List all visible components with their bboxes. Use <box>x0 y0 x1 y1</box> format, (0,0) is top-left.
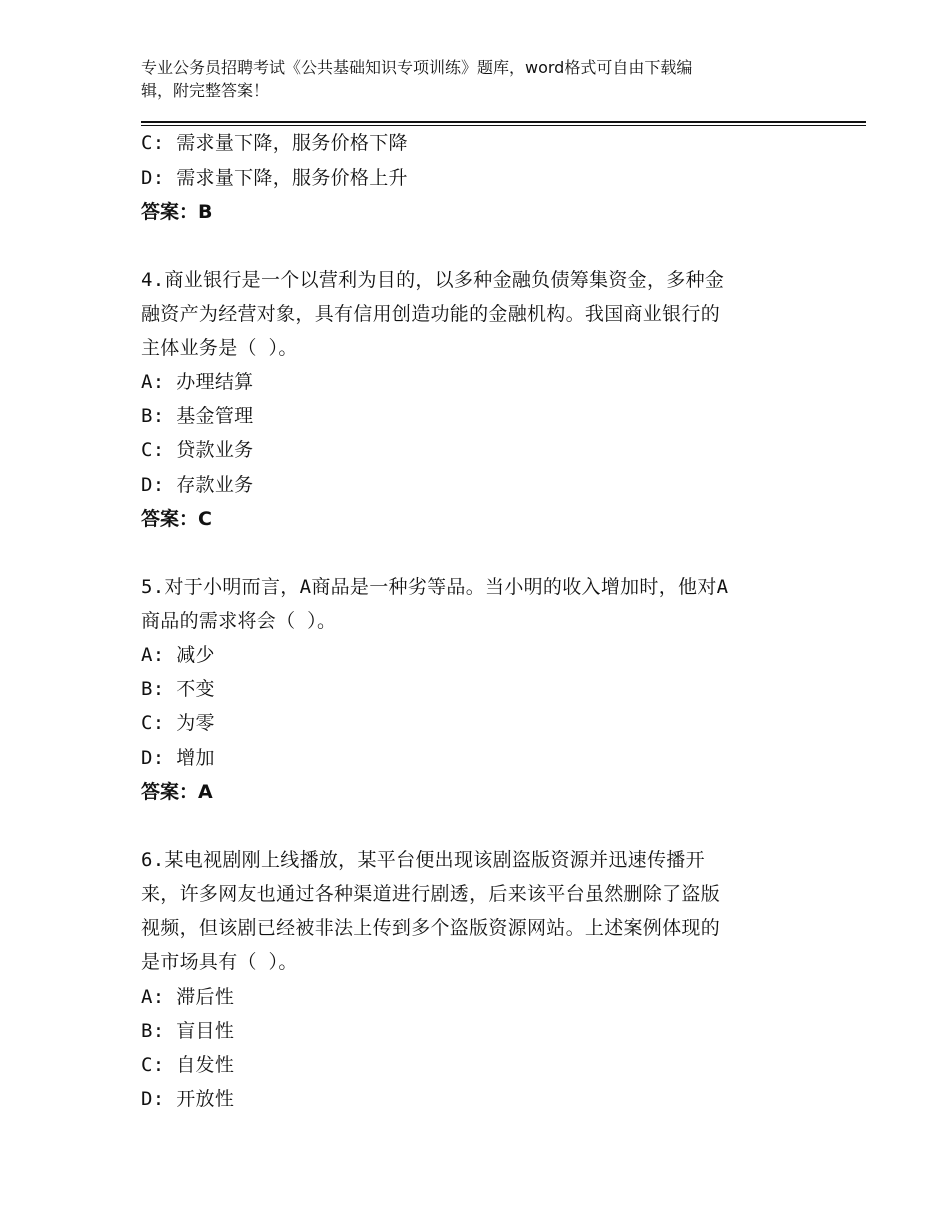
q5-option-a: A: 减少 <box>141 644 215 666</box>
q6-stem-line-2: 来，许多网友也通过各种渠道进行剧透，后来该平台虽然删除了盗版 <box>141 883 721 905</box>
header-rule-thin <box>141 125 866 126</box>
q4-stem-line-3: 主体业务是（ ）。 <box>141 337 298 359</box>
q6-stem-line-1: 6.某电视剧刚上线播放，某平台便出现该剧盗版资源并迅速传播开 <box>141 849 705 871</box>
header-line-2: 辑，附完整答案！ <box>141 81 270 100</box>
q5-answer: 答案：A <box>141 781 213 803</box>
q6-stem-line-3: 视频，但该剧已经被非法上传到多个盗版资源网站。上述案例体现的 <box>141 917 721 939</box>
q6-option-b: B: 盲目性 <box>141 1020 235 1042</box>
q6-stem-line-4: 是市场具有（ ）。 <box>141 951 298 973</box>
q3-answer: 答案：B <box>141 201 213 223</box>
q3-option-c: C: 需求量下降，服务价格下降 <box>141 132 408 154</box>
q6-option-a: A: 滞后性 <box>141 986 235 1008</box>
q4-stem-line-1: 4.商业银行是一个以营利为目的，以多种金融负债筹集资金，多种金 <box>141 269 725 291</box>
q5-option-b: B: 不变 <box>141 678 215 700</box>
q4-option-b: B: 基金管理 <box>141 405 254 427</box>
q6-option-d: D: 开放性 <box>141 1088 235 1110</box>
q4-stem-line-2: 融资产为经营对象，具有信用创造功能的金融机构。我国商业银行的 <box>141 303 721 325</box>
q4-option-d: D: 存款业务 <box>141 474 254 496</box>
header-line-1: 专业公务员招聘考试《公共基础知识专项训练》题库，word格式可自由下载编 <box>141 58 693 77</box>
q6-option-c: C: 自发性 <box>141 1054 235 1076</box>
q4-option-c: C: 贷款业务 <box>141 439 254 461</box>
q4-answer: 答案：C <box>141 508 212 530</box>
q3-option-d: D: 需求量下降，服务价格上升 <box>141 167 408 189</box>
q5-option-c: C: 为零 <box>141 712 215 734</box>
q4-option-a: A: 办理结算 <box>141 371 254 393</box>
q5-option-d: D: 增加 <box>141 747 215 769</box>
header-rule-thick <box>141 121 866 123</box>
document-header <box>141 56 821 102</box>
q5-stem-line-2: 商品的需求将会（ ）。 <box>141 610 337 632</box>
q5-stem-line-1: 5.对于小明而言，A商品是一种劣等品。当小明的收入增加时，他对A <box>141 576 729 598</box>
